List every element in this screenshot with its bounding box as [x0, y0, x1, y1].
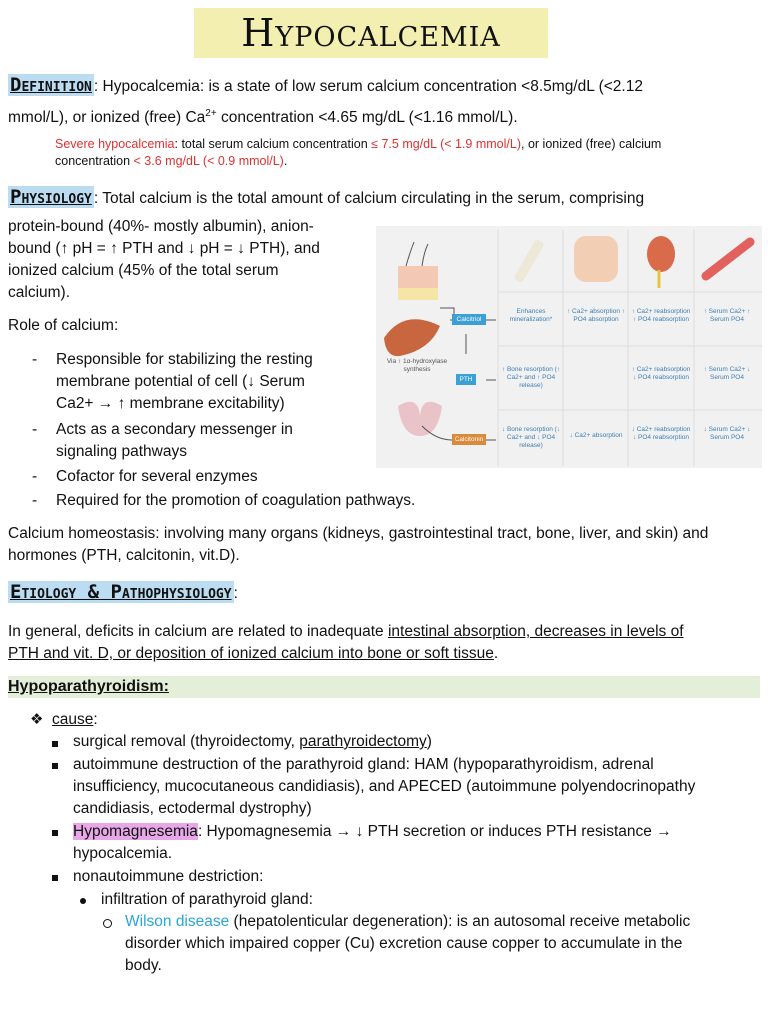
- diamond-bullet-icon: ❖: [30, 711, 44, 728]
- square-bullet-icon: [52, 875, 58, 881]
- physiology-line1: Physiology : Total calcium is the total amount of calcium circulating in the serum, comprising: [10, 186, 645, 208]
- list-item: Hypomagnesemia: Hypomagnesemia → ↓ PTH secretion or induces PTH resistance → hypocalcemia.: [73, 823, 672, 862]
- list-item: autoimmune destruction of the parathyroid gland: HAM (hypoparathyroidism, adrenal insufficiency, mucocutaneous candidiasis), and APECED (autoimmune polyendocrinopathy candidiasis, ectodermal dystrophy): [73, 756, 696, 817]
- list-item: Responsible for stabilizing the resting membrane potential of cell (↓ Serum Ca2+ → ↑ membrane excitability): [56, 351, 313, 412]
- liver-icon: [384, 319, 440, 356]
- list-item: Acts as a secondary messenger in signaling pathways: [56, 421, 293, 460]
- pth-label: PTH: [456, 374, 476, 385]
- round-bullet-icon: [80, 898, 86, 904]
- etiology-line: Etiology & Pathophysiology :: [10, 581, 238, 603]
- physiology-paragraph: protein-bound (40%- mostly albumin), anion- bound (↑ pH = ↑ PTH and ↓ pH = ↓ PTH), and ionized calcium (45% of the total serum calcium).: [8, 218, 320, 301]
- figure-cell: ↑ Bone resorption (↑ Ca2+ and ↑ PO4 release): [501, 366, 561, 389]
- figure-cell: Enhances mineralization*: [509, 308, 553, 323]
- hydroxylase-note: Via ↑ 1α-hydroxylase synthesis: [386, 358, 448, 373]
- etiology-heading: Etiology & Pathophysiology: [10, 581, 232, 603]
- cause-label: cause:: [52, 711, 98, 728]
- figure-cell: ↓ Serum Ca2+ ↓ Serum PO4: [703, 426, 751, 441]
- skin-icon: [398, 242, 438, 300]
- square-bullet-icon: [52, 741, 58, 747]
- list-item: Required for the promotion of coagulation pathways.: [56, 492, 416, 509]
- list-item: surgical removal (thyroidectomy, parathyroidectomy): [73, 733, 432, 750]
- figure-cell: ↓ Bone resorption (↓ Ca2+ and ↓ PO4 release): [501, 426, 561, 449]
- list-item: Cofactor for several enzymes: [56, 468, 258, 485]
- list-item: nonautoimmune destriction:: [73, 868, 264, 885]
- kidney-icon: [647, 236, 675, 288]
- role-list: - Responsible for stabilizing the resting membrane potential of cell (↓ Serum Ca2+ → ↑ membrane excitability) - Acts as a secondary messenger in signaling pathways - Cofactor for several enzymes - Required for the promotion of coagulation pathways.: [0, 349, 760, 519]
- figure-cell: ↑ Serum Ca2+ ↓ Serum PO4: [703, 366, 751, 381]
- hypoparathyroidism-heading: Hypoparathyroidism:: [8, 676, 760, 698]
- figure-cell: ↓ Ca2+ absorption: [569, 432, 623, 439]
- hypoparathyroidism-list: [0, 709, 768, 989]
- calcium-homeostasis: Calcium homeostasis: involving many organs (kidneys, gastrointestinal tract, bone, liver, and skin) and hormones (PTH, calcitonin, vit.D).: [8, 525, 709, 564]
- calcium-regulation-figure: [376, 226, 762, 468]
- definition-line1: Definition : Hypocalcemia: is a state of low serum calcium concentration <8.5mg/dL (<2.12: [10, 74, 643, 96]
- thyroid-icon: [398, 402, 442, 436]
- bone-icon: [513, 239, 545, 284]
- list-item: infiltration of parathyroid gland:: [101, 891, 313, 908]
- list-item: Wilson disease (hepatolenticular degeneration): is an autosomal receive metabolic disorder which impaired copper (Cu) excretion cause copper to accumulate in the body.: [125, 913, 691, 974]
- severe-hypocalcemia-note: Severe hypocalcemia: total serum calcium concentration ≤ 7.5 mg/dL (< 1.9 mmol/L), or ionized (free) calcium concentration < 3.6 mg/dL (< 0.9 mmol/L).: [55, 137, 662, 168]
- figure-cell: ↑ Ca2+ reabsorption ↑ PO4 reabsorption: [631, 308, 691, 323]
- role-of-calcium-label: Role of calcium:: [8, 317, 119, 334]
- physiology-heading: Physiology: [10, 186, 92, 208]
- figure-cell: ↑ Ca2+ reabsorption ↓ PO4 reabsorption: [631, 366, 691, 381]
- page-title: Hypocalcemia: [194, 8, 548, 58]
- definition-heading: Definition: [10, 74, 92, 96]
- definition-line2: mmol/L), or ionized (free) $Ca^{2+}$ concentration <4.65 mg/dL (<1.16 mmol/L).: [8, 108, 518, 127]
- figure-cell: ↑ Ca2+ absorption ↑ PO4 absorption: [567, 308, 625, 323]
- figure-cell: ↑ Serum Ca2+ ↑ Serum PO4: [703, 308, 751, 323]
- circle-bullet-icon: [103, 919, 112, 928]
- calcitonin-label: Calcitonin: [452, 434, 486, 445]
- square-bullet-icon: [52, 763, 58, 769]
- figure-cell: ↓ Ca2+ reabsorption ↓ PO4 reabsorption: [631, 426, 691, 441]
- intestine-icon: [574, 236, 618, 282]
- calcitriol-label: Calcitriol: [452, 314, 486, 325]
- blood-vessel-icon: [706, 242, 750, 276]
- etiology-paragraph: In general, deficits in calcium are related to inadequate intestinal absorption, decreases in levels of PTH and vit. D, or deposition of ionized calcium into bone or soft tissue.: [8, 623, 684, 662]
- square-bullet-icon: [52, 830, 58, 836]
